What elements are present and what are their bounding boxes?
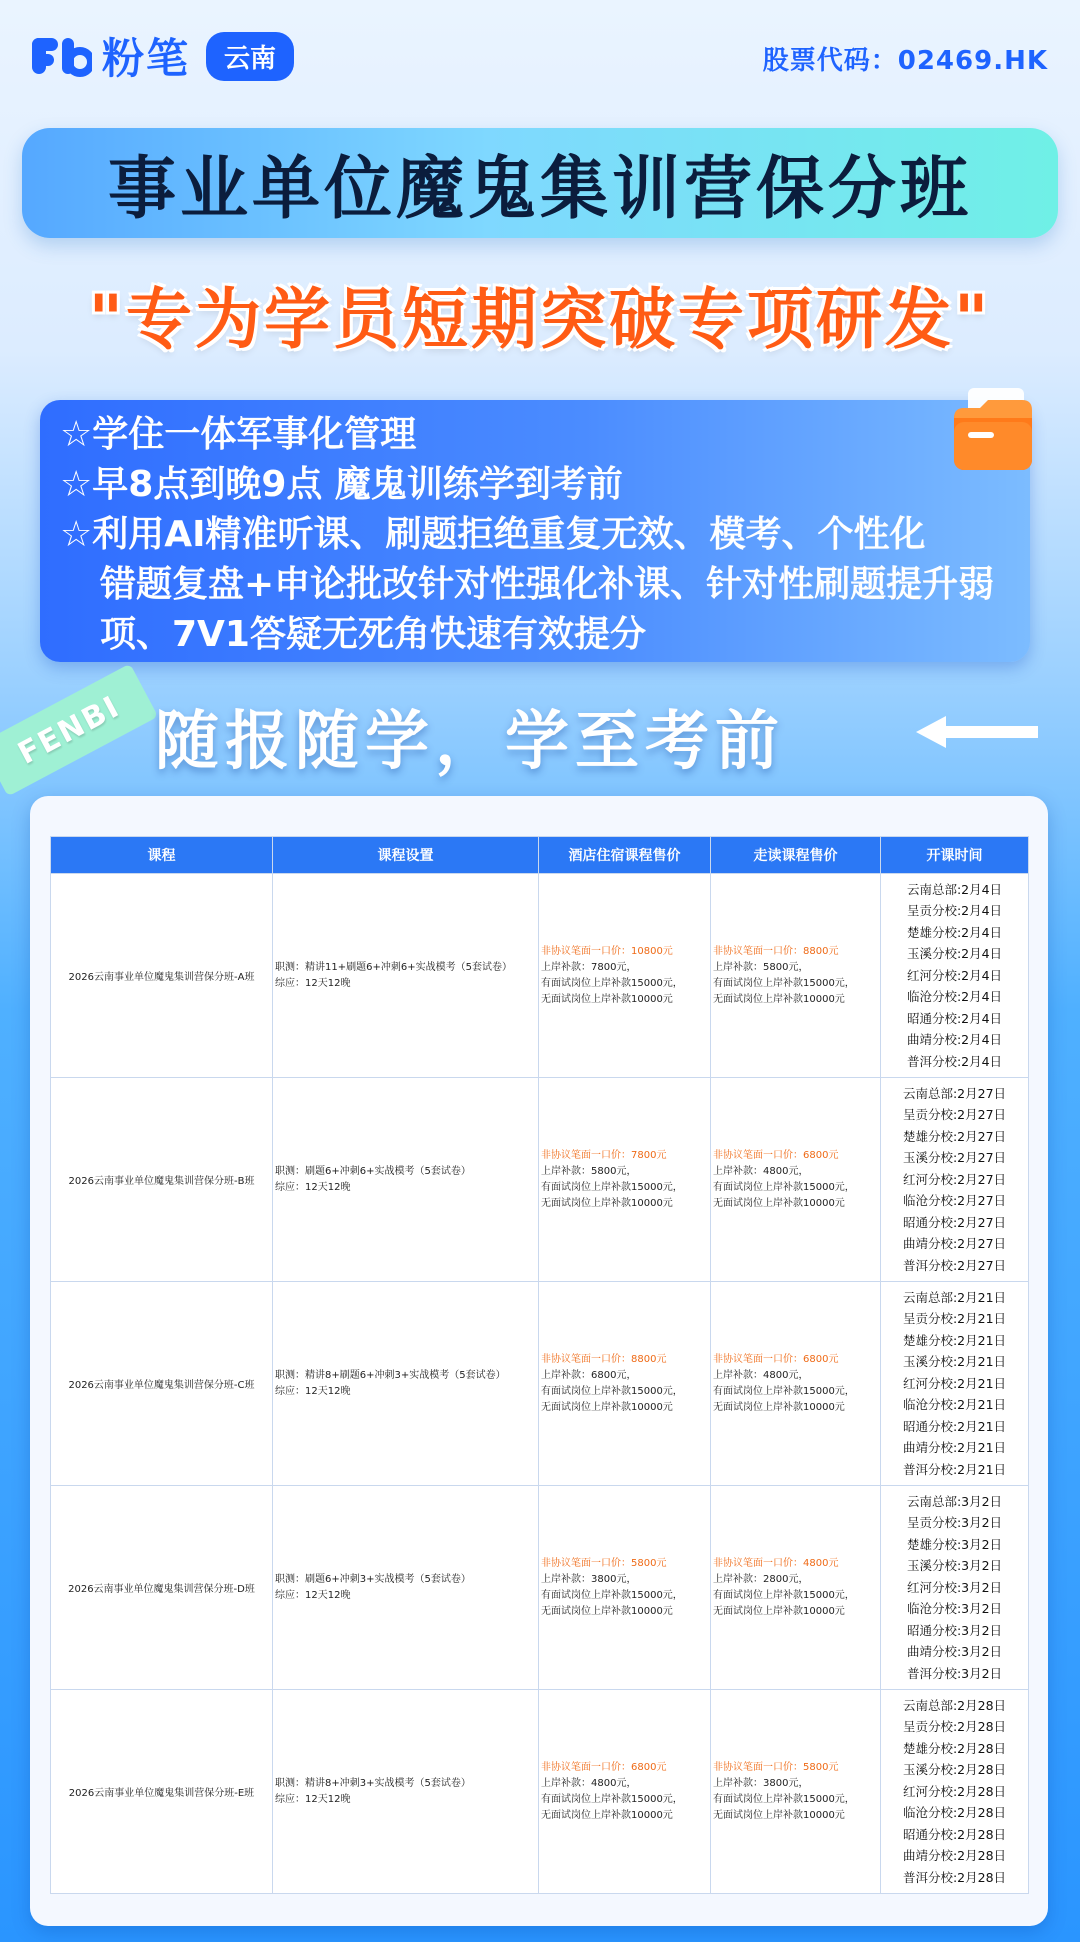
hotel-price-line: 上岸补款：7800元， [541, 961, 637, 973]
schedule-table [50, 836, 1029, 1894]
sub-slogan: 随报随学，学至考前 [155, 705, 785, 779]
start-dates [881, 874, 1029, 1078]
fenbi-ribbon [0, 664, 158, 797]
hotel-price [539, 1690, 711, 1894]
table-row [51, 874, 1029, 1078]
course-setting [273, 1078, 539, 1282]
column-header-start-date: 开课时间 [881, 837, 1029, 874]
hotel-price-line: 无面试岗位上岸补款10000元 [541, 1401, 673, 1413]
logo-text: 粉笔 [102, 34, 191, 83]
start-dates-line: 曲靖分校:2月4日 [906, 1032, 1003, 1048]
course-setting-line: 综应：12天12晚 [275, 1181, 351, 1193]
start-dates-line: 玉溪分校:2月28日 [902, 1762, 1007, 1778]
hotel-price-line: 非协议笔面一口价：10800元 [541, 945, 673, 957]
feature-item: ☆利用AI精准听课、刷题拒绝重复无效、模考、个性化 [60, 514, 926, 555]
course-setting-line: 综应：12天12晚 [275, 977, 351, 989]
start-dates-line: 玉溪分校:2月21日 [902, 1354, 1007, 1370]
start-dates-line: 红河分校:2月28日 [902, 1783, 1007, 1799]
title-banner [22, 128, 1058, 238]
table-row [51, 1078, 1029, 1282]
course-setting [273, 1282, 539, 1486]
start-dates-line: 临沧分校:2月27日 [902, 1193, 1007, 1209]
table-header-row [51, 837, 1029, 874]
start-dates-line: 红河分校:3月2日 [906, 1579, 1003, 1595]
start-dates-line: 云南总部:2月28日 [902, 1697, 1007, 1713]
commute-price-line: 非协议笔面一口价：6800元 [713, 1353, 839, 1365]
feature-item: ☆学住一体军事化管理 [60, 414, 417, 455]
hotel-price-line: 无面试岗位上岸补款10000元 [541, 1197, 673, 1209]
table-row [51, 1690, 1029, 1894]
start-dates-line: 普洱分校:2月27日 [902, 1257, 1007, 1273]
start-dates [881, 1486, 1029, 1690]
hotel-price-line: 无面试岗位上岸补款10000元 [541, 993, 673, 1005]
start-dates-line: 昭通分校:3月2日 [906, 1622, 1003, 1638]
hotel-price-line: 非协议笔面一口价：7800元 [541, 1149, 667, 1161]
feature-item: 项、7V1答疑无死角快速有效提分 [100, 614, 646, 655]
page-title: 事业单位魔鬼集训营保分班 [107, 149, 972, 229]
table-row [51, 1486, 1029, 1690]
start-dates-line: 临沧分校:2月4日 [906, 989, 1003, 1005]
course-name: 2026云南事业单位魔鬼集训营保分班-C班 [51, 1282, 273, 1486]
start-dates-line: 曲靖分校:2月27日 [902, 1236, 1007, 1252]
course-name: 2026云南事业单位魔鬼集训营保分班-E班 [51, 1690, 273, 1894]
start-dates [881, 1282, 1029, 1486]
start-dates-line: 楚雄分校:2月4日 [906, 924, 1003, 940]
hotel-price-line: 有面试岗位上岸补款15000元， [541, 1385, 683, 1397]
hotel-price [539, 1078, 711, 1282]
hotel-price-line: 上岸补款：5800元， [541, 1165, 637, 1177]
start-dates-line: 楚雄分校:3月2日 [906, 1536, 1003, 1552]
course-setting-line: 职测：刷题6+冲刺6+实战模考（5套试卷） [275, 1165, 471, 1177]
start-dates-line: 普洱分校:2月4日 [906, 1053, 1003, 1069]
start-dates [881, 1078, 1029, 1282]
start-dates-line: 玉溪分校:2月4日 [906, 946, 1003, 962]
start-dates-line: 云南总部:3月2日 [906, 1493, 1003, 1509]
start-dates-line: 昭通分校:2月4日 [906, 1010, 1003, 1026]
commute-price [711, 1690, 881, 1894]
start-dates-line: 呈贡分校:2月21日 [902, 1311, 1007, 1327]
course-setting-line: 综应：12天12晚 [275, 1385, 351, 1397]
course-setting-line: 职测：精讲11+刷题6+冲刺6+实战模考（5套试卷） [275, 961, 512, 973]
course-setting-line: 职测：精讲8+冲刺3+实战模考（5套试卷） [275, 1777, 471, 1789]
commute-price-line: 无面试岗位上岸补款10000元 [713, 1197, 845, 1209]
start-dates-line: 云南总部:2月27日 [902, 1085, 1007, 1101]
commute-price [711, 1078, 881, 1282]
column-header-course: 课程 [51, 837, 273, 874]
hotel-price-line: 无面试岗位上岸补款10000元 [541, 1809, 673, 1821]
brand-logo [30, 26, 294, 86]
table-row [51, 1282, 1029, 1486]
commute-price-line: 有面试岗位上岸补款15000元， [713, 977, 855, 989]
start-dates-line: 呈贡分校:2月28日 [902, 1719, 1007, 1735]
start-dates-line: 曲靖分校:2月28日 [902, 1848, 1007, 1864]
commute-price-line: 无面试岗位上岸补款10000元 [713, 1809, 845, 1821]
ribbon-text: FENBI [12, 688, 126, 772]
commute-price-line: 上岸补款：4800元， [713, 1369, 809, 1381]
start-dates-line: 曲靖分校:2月21日 [902, 1440, 1007, 1456]
fenbi-logo-icon [30, 34, 92, 78]
commute-price-line: 有面试岗位上岸补款15000元， [713, 1181, 855, 1193]
stock-code: 股票代码：02469.HK [762, 46, 1048, 76]
start-dates-line: 呈贡分校:2月27日 [902, 1107, 1007, 1123]
start-dates-line: 呈贡分校:2月4日 [906, 903, 1003, 919]
start-dates-line: 楚雄分校:2月27日 [902, 1128, 1007, 1144]
schedule-panel [30, 796, 1048, 1926]
start-dates-line: 普洱分校:2月28日 [902, 1869, 1007, 1885]
features-box [40, 400, 1030, 662]
commute-price-line: 上岸补款：2800元， [713, 1573, 809, 1585]
hotel-price-line: 上岸补款：3800元， [541, 1573, 637, 1585]
commute-price-line: 上岸补款：5800元， [713, 961, 809, 973]
hotel-price [539, 874, 711, 1078]
commute-price-line: 无面试岗位上岸补款10000元 [713, 1401, 845, 1413]
course-setting-line: 综应：12天12晚 [275, 1793, 351, 1805]
start-dates-line: 昭通分校:2月21日 [902, 1418, 1007, 1434]
start-dates-line: 云南总部:2月4日 [906, 881, 1003, 897]
hotel-price-line: 上岸补款：6800元， [541, 1369, 637, 1381]
slogan: "专为学员短期突破专项研发" [88, 281, 992, 358]
commute-price-line: 有面试岗位上岸补款15000元， [713, 1793, 855, 1805]
column-header-hotel-price: 酒店住宿课程售价 [539, 837, 711, 874]
start-dates-line: 呈贡分校:3月2日 [906, 1515, 1003, 1531]
hotel-price-line: 无面试岗位上岸补款10000元 [541, 1605, 673, 1617]
commute-price-line: 非协议笔面一口价：8800元 [713, 945, 839, 957]
start-dates-line: 红河分校:2月4日 [906, 967, 1003, 983]
start-dates-line: 昭通分校:2月27日 [902, 1214, 1007, 1230]
commute-price-line: 上岸补款：4800元， [713, 1165, 809, 1177]
start-dates-line: 红河分校:2月27日 [902, 1171, 1007, 1187]
hotel-price [539, 1282, 711, 1486]
commute-price [711, 874, 881, 1078]
start-dates-line: 普洱分校:3月2日 [906, 1665, 1003, 1681]
course-name: 2026云南事业单位魔鬼集训营保分班-D班 [51, 1486, 273, 1690]
feature-item: ☆早8点到晚9点 魔鬼训练学到考前 [60, 464, 623, 505]
commute-price-line: 有面试岗位上岸补款15000元， [713, 1385, 855, 1397]
start-dates-line: 楚雄分校:2月28日 [902, 1740, 1007, 1756]
commute-price-line: 有面试岗位上岸补款15000元， [713, 1589, 855, 1601]
commute-price [711, 1282, 881, 1486]
commute-price-line: 无面试岗位上岸补款10000元 [713, 993, 845, 1005]
column-header-commute-price: 走读课程售价 [711, 837, 881, 874]
hotel-price-line: 有面试岗位上岸补款15000元， [541, 1793, 683, 1805]
start-dates [881, 1690, 1029, 1894]
commute-price-line: 上岸补款：3800元， [713, 1777, 809, 1789]
hotel-price [539, 1486, 711, 1690]
start-dates-line: 临沧分校:3月2日 [906, 1601, 1003, 1617]
folder-icon [950, 382, 1036, 474]
hotel-price-line: 非协议笔面一口价：6800元 [541, 1761, 667, 1773]
hotel-price-line: 有面试岗位上岸补款15000元， [541, 977, 683, 989]
start-dates-line: 云南总部:2月21日 [902, 1289, 1007, 1305]
hotel-price-line: 上岸补款：4800元， [541, 1777, 637, 1789]
start-dates-line: 临沧分校:2月21日 [902, 1397, 1007, 1413]
course-setting [273, 874, 539, 1078]
commute-price-line: 无面试岗位上岸补款10000元 [713, 1605, 845, 1617]
start-dates-line: 红河分校:2月21日 [902, 1375, 1007, 1391]
commute-price-line: 非协议笔面一口价：6800元 [713, 1149, 839, 1161]
course-setting-line: 综应：12天12晚 [275, 1589, 351, 1601]
course-setting [273, 1486, 539, 1690]
hotel-price-line: 有面试岗位上岸补款15000元， [541, 1181, 683, 1193]
hotel-price-line: 非协议笔面一口价：8800元 [541, 1353, 667, 1365]
hotel-price-line: 非协议笔面一口价：5800元 [541, 1557, 667, 1569]
region-badge: 云南 [206, 32, 294, 81]
start-dates-line: 玉溪分校:2月27日 [902, 1150, 1007, 1166]
column-header-setting: 课程设置 [273, 837, 539, 874]
start-dates-line: 临沧分校:2月28日 [902, 1805, 1007, 1821]
arrow-left-icon [916, 714, 1038, 750]
hotel-price-line: 有面试岗位上岸补款15000元， [541, 1589, 683, 1601]
course-setting-line: 职测：刷题6+冲刺3+实战模考（5套试卷） [275, 1573, 471, 1585]
course-setting [273, 1690, 539, 1894]
commute-price [711, 1486, 881, 1690]
start-dates-line: 曲靖分校:3月2日 [906, 1644, 1003, 1660]
start-dates-line: 普洱分校:2月21日 [902, 1461, 1007, 1477]
course-name: 2026云南事业单位魔鬼集训营保分班-B班 [51, 1078, 273, 1282]
course-setting-line: 职测：精讲8+刷题6+冲刺3+实战模考（5套试卷） [275, 1369, 506, 1381]
start-dates-line: 昭通分校:2月28日 [902, 1826, 1007, 1842]
feature-item: 错题复盘+申论批改针对性强化补课、针对性刷题提升弱 [100, 564, 995, 605]
commute-price-line: 非协议笔面一口价：5800元 [713, 1761, 839, 1773]
course-name: 2026云南事业单位魔鬼集训营保分班-A班 [51, 874, 273, 1078]
commute-price-line: 非协议笔面一口价：4800元 [713, 1557, 839, 1569]
start-dates-line: 玉溪分校:3月2日 [906, 1558, 1003, 1574]
start-dates-line: 楚雄分校:2月21日 [902, 1332, 1007, 1348]
